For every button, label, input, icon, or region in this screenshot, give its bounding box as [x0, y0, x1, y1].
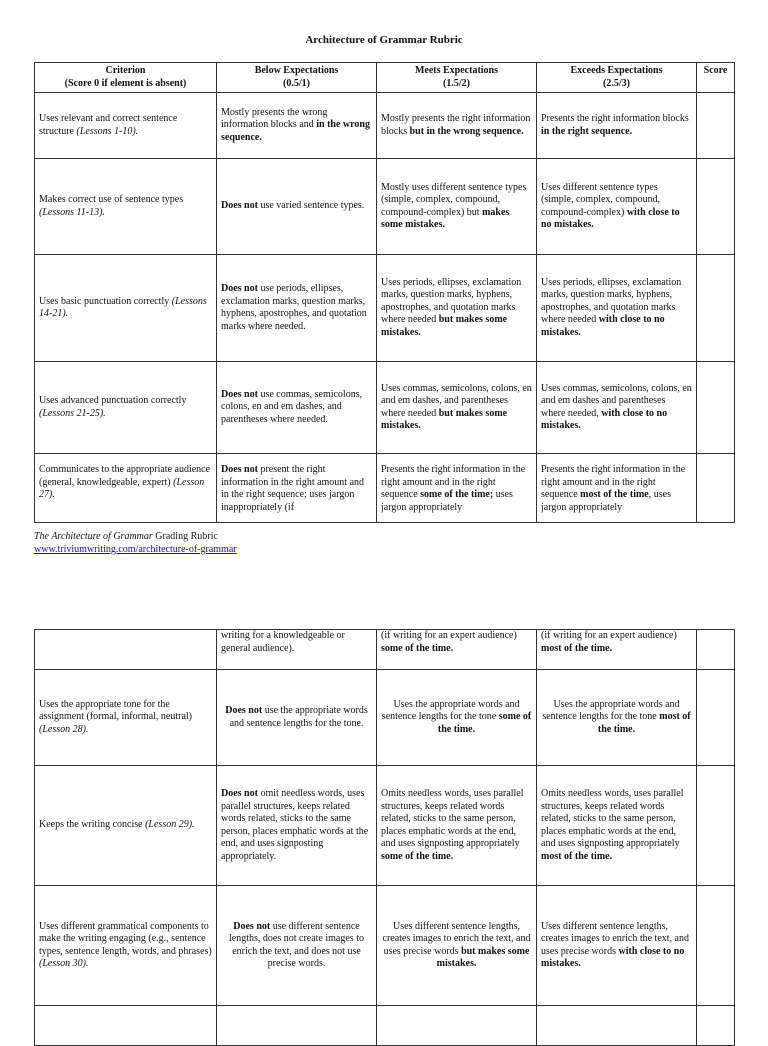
- exceeds-cell: [537, 886, 697, 1006]
- exceeds-cell: [537, 362, 697, 454]
- exceeds-emphasis: most of the time.: [541, 850, 613, 862]
- meets-emphasis: but in the wrong sequence.: [409, 125, 524, 137]
- criterion-cell: [35, 630, 217, 670]
- criterion-text: Keeps the writing concise: [39, 819, 146, 831]
- below-cell: [217, 766, 377, 886]
- below-emphasis: in the wrong sequence.: [221, 119, 370, 143]
- criterion-cell: [35, 93, 217, 159]
- criterion-cell: [35, 255, 217, 362]
- exceeds-text: Uses periods, ellipses, exclamation marks, question marks, hyphens, apostrophes, and quotation marks where needed: [541, 276, 682, 326]
- meets-cell: [377, 255, 537, 362]
- criterion-text: Uses the appropriate tone for the assignment (formal, informal, neutral): [39, 698, 193, 723]
- meets-cell: [377, 886, 537, 1006]
- footer-title-rest: Grading Rubric: [152, 531, 218, 542]
- meets-text: Uses commas, semicolons, colons, en and em dashes, and parentheses where needed: [381, 382, 532, 419]
- meets-text: Mostly presents the right information blocks: [381, 113, 531, 137]
- score-cell[interactable]: [697, 255, 735, 362]
- header-meets: [377, 63, 537, 93]
- header-criterion-note: (Score 0 if element is absent): [64, 77, 187, 89]
- table-row: [35, 670, 735, 766]
- exceeds-emphasis: in the right sequence.: [541, 125, 633, 137]
- meets-text: Uses the appropriate words and sentence lengths for the tone: [381, 698, 520, 723]
- criterion-cell: [35, 670, 217, 766]
- below-cell: [217, 255, 377, 362]
- score-cell[interactable]: [697, 93, 735, 159]
- below-text: writing for a knowledgeable or general audience).: [221, 630, 345, 654]
- meets-emphasis: makes some mistakes.: [381, 206, 510, 230]
- header-meets-label: Meets Expectations: [414, 65, 499, 76]
- meets-text: Uses different sentence lengths, creates images to enrich the text, and uses precise words: [382, 920, 531, 957]
- below-emphasis: Does not: [233, 920, 271, 932]
- header-exceeds-label: Exceeds Expectations: [570, 65, 663, 76]
- below-text: present the right information in the right amount and in the right sequence; uses jargon inappropriately (if: [221, 464, 365, 513]
- table-row: [35, 766, 735, 886]
- header-meets-points: (1.5/2): [443, 77, 470, 89]
- below-emphasis: Does not: [221, 200, 258, 212]
- footer-title: [34, 530, 237, 543]
- exceeds-text-2: , uses jargon appropriately: [541, 489, 671, 513]
- meets-cell: [377, 766, 537, 886]
- table-row: [35, 93, 735, 159]
- page-title: Architecture of Grammar Rubric: [305, 34, 463, 46]
- rubric-table-page-1: [34, 62, 735, 523]
- exceeds-emphasis: with close to no mistakes.: [541, 206, 680, 230]
- footer-title-italic: The Architecture of Grammar: [34, 531, 153, 542]
- exceeds-cell: [537, 670, 697, 766]
- meets-cell: [377, 454, 537, 523]
- below-emphasis: Does not: [221, 788, 258, 799]
- below-text: use varied sentence types.: [257, 200, 365, 212]
- table-row: [35, 159, 735, 255]
- exceeds-emphasis: most of the time.: [597, 711, 691, 735]
- criterion-lessons: (Lesson 30).: [39, 958, 89, 969]
- header-exceeds: [537, 63, 697, 93]
- meets-text-2: uses jargon appropriately: [381, 489, 513, 513]
- below-cell: [217, 670, 377, 766]
- criterion-lessons: (Lesson 27).: [39, 476, 205, 500]
- score-cell[interactable]: [697, 886, 735, 1006]
- below-emphasis: Does not: [221, 464, 258, 475]
- criterion-lessons: (Lesson 29).: [145, 819, 195, 831]
- meets-text: (if writing for an expert audience): [381, 630, 517, 641]
- table-row: [35, 362, 735, 454]
- criterion-lessons: (Lessons 1-10).: [76, 125, 139, 137]
- meets-text: Mostly uses different sentence types (simple, complex, compound, compound-complex) but: [381, 181, 527, 218]
- meets-cell: [377, 670, 537, 766]
- below-cell: [217, 1006, 377, 1046]
- meets-text: Omits needless words, uses parallel structures, keeps related words related, sticks to the same person, places emphatic words at the end, and uses signposting appropriately: [381, 788, 524, 849]
- meets-emphasis: but makes some mistakes.: [436, 945, 530, 969]
- below-text: use different sentence lengths, does not create images to enrich the text, and does not use precise words.: [229, 920, 364, 969]
- criterion-cell: [35, 886, 217, 1006]
- exceeds-emphasis: with close to no mistakes.: [541, 407, 668, 431]
- header-row: [35, 63, 735, 93]
- criterion-text: Makes correct use of sentence types: [39, 194, 184, 205]
- criterion-lessons: (Lessons 14-21).: [39, 295, 207, 319]
- meets-cell: [377, 1006, 537, 1046]
- below-emphasis: Does not: [225, 705, 263, 716]
- exceeds-text: Presents the right information in the right amount and in the right sequence: [541, 464, 686, 500]
- below-cell: [217, 93, 377, 159]
- criterion-text: Uses different grammatical components to make the writing engaging (e.g., sentence types, sentence length, words, and phrases): [39, 920, 212, 957]
- meets-cell: [377, 93, 537, 159]
- meets-emphasis: some of the time.: [381, 642, 454, 654]
- page-footer: [34, 530, 237, 556]
- exceeds-text: Uses commas, semicolons, colons, en and em dashes and parentheses where needed,: [541, 382, 692, 419]
- meets-emphasis: some of the time.: [437, 711, 532, 735]
- exceeds-text: Uses the appropriate words and sentence lengths for the tone: [542, 698, 680, 723]
- criterion-cell: [35, 454, 217, 523]
- criterion-text: Uses basic punctuation correctly: [39, 295, 172, 307]
- exceeds-emphasis: most of the time.: [541, 642, 613, 654]
- exceeds-text: Uses different sentence types (simple, complex, compound, compound-complex): [541, 181, 661, 218]
- criterion-cell: [35, 766, 217, 886]
- below-cell: [217, 454, 377, 523]
- exceeds-emphasis: with close to no mistakes.: [541, 314, 665, 338]
- meets-emphasis: some of the time;: [420, 489, 494, 500]
- criterion-cell: [35, 362, 217, 454]
- score-cell[interactable]: [697, 766, 735, 886]
- table-row: [35, 1006, 735, 1046]
- criterion-text: Communicates to the appropriate audience (general, knowledgeable, expert): [39, 464, 211, 488]
- meets-emphasis: but makes some mistakes.: [381, 407, 508, 431]
- below-emphasis: Does not: [221, 283, 258, 294]
- meets-cell: [377, 362, 537, 454]
- exceeds-text: Uses different sentence lengths, creates images to enrich the text, and uses precise words: [541, 920, 689, 957]
- criterion-cell: [35, 1006, 217, 1046]
- below-emphasis: Does not: [221, 388, 258, 400]
- below-text: use commas, semicolons, colons, en and em dashes, and parentheses where needed.: [221, 388, 363, 425]
- header-criterion-label: Criterion: [105, 65, 146, 76]
- meets-cell: [377, 630, 537, 670]
- meets-text: Presents the right information in the right amount and in the right sequence: [381, 464, 526, 500]
- table-row: [35, 255, 735, 362]
- criterion-cell: [35, 159, 217, 255]
- exceeds-cell: [537, 766, 697, 886]
- table-row: [35, 454, 735, 523]
- criterion-lessons: (Lesson 28).: [39, 723, 89, 735]
- header-below-points: (0.5/1): [283, 77, 310, 89]
- exceeds-cell: [537, 159, 697, 255]
- exceeds-text: Presents the right information blocks: [541, 113, 689, 124]
- exceeds-text: Omits needless words, uses parallel structures, keeps related words related, sticks to the same person, places emphatic words at the end, and uses signposting appropriately: [541, 788, 684, 849]
- criterion-text: Uses relevant and correct sentence structure: [39, 113, 178, 137]
- criterion-text: Uses advanced punctuation correctly: [39, 395, 187, 406]
- exceeds-emphasis: with close to no mistakes.: [541, 945, 685, 969]
- score-cell[interactable]: [697, 159, 735, 255]
- exceeds-emphasis: most of the time: [580, 489, 649, 500]
- score-cell[interactable]: [697, 670, 735, 766]
- score-cell[interactable]: [697, 630, 735, 670]
- criterion-lessons: (Lessons 11-13).: [39, 206, 105, 218]
- below-cell: [217, 630, 377, 670]
- score-cell[interactable]: [697, 454, 735, 523]
- below-cell: [217, 362, 377, 454]
- below-cell: [217, 886, 377, 1006]
- header-below: [217, 63, 377, 93]
- exceeds-cell: [537, 630, 697, 670]
- header-exceeds-points: (2.5/3): [603, 77, 630, 89]
- below-cell: [217, 159, 377, 255]
- meets-text: Uses periods, ellipses, exclamation marks, question marks, hyphens, apostrophes, and quotation marks where needed: [381, 276, 522, 326]
- meets-cell: [377, 159, 537, 255]
- footer-link[interactable]: www.triviumwriting.com/architecture-of-grammar: [34, 544, 237, 555]
- criterion-lessons: (Lessons 21-25).: [39, 407, 106, 419]
- exceeds-text: (if writing for an expert audience): [541, 630, 677, 641]
- exceeds-cell: [537, 255, 697, 362]
- exceeds-cell: [537, 454, 697, 523]
- score-cell[interactable]: [697, 362, 735, 454]
- score-cell[interactable]: [697, 1006, 735, 1046]
- header-score: [697, 63, 735, 93]
- table-row: [35, 630, 735, 670]
- below-text: use the appropriate words and sentence lengths for the tone.: [229, 705, 368, 729]
- rubric-table-page-2: [34, 629, 735, 1046]
- below-text: omit needless words, uses parallel structures, keeps related words related, sticks to the same person, places emphatic words at the end, and uses signposting appropriately.: [221, 788, 369, 862]
- exceeds-cell: [537, 93, 697, 159]
- below-text: Mostly presents the wrong information blocks and: [221, 106, 328, 131]
- header-below-label: Below Expectations: [254, 65, 339, 76]
- header-score-label: Score: [703, 65, 728, 76]
- meets-emphasis: but makes some mistakes.: [381, 314, 508, 338]
- table-row: [35, 886, 735, 1006]
- exceeds-cell: [537, 1006, 697, 1046]
- meets-emphasis: some of the time.: [381, 850, 454, 862]
- below-text: use periods, ellipses, exclamation marks, question marks, hyphens, apostrophes, and quotation marks where needed.: [221, 283, 367, 332]
- header-criterion: [35, 63, 217, 93]
